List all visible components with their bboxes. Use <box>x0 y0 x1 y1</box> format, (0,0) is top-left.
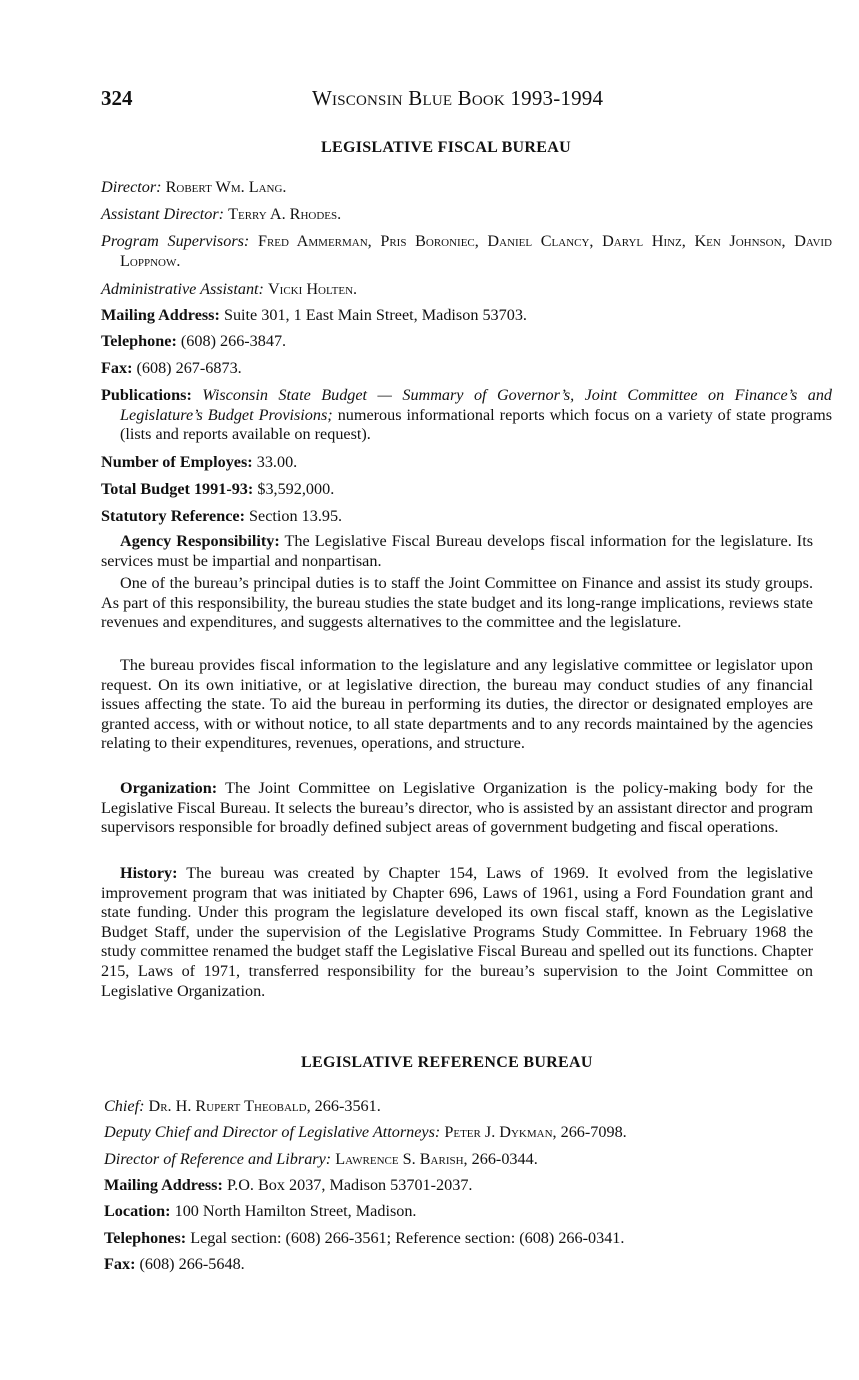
assistant-director-entry <box>101 204 341 224</box>
organization-paragraph <box>101 779 813 838</box>
fiscal-mailing-value: Suite 301, 1 East Main Street, Madison 53703. <box>223 306 527 324</box>
admin-assistant-label: Administrative Assistant: <box>101 280 264 298</box>
statutory-label: Statutory Reference: <box>101 507 245 525</box>
program-supervisors-label: Program Supervisors: <box>101 232 250 250</box>
assistant-director-value: Terry A. Rhodes. <box>228 205 342 223</box>
program-supervisors-entry <box>101 232 832 271</box>
admin-assistant-value: Vicki Holten. <box>267 280 358 298</box>
location-value: 100 North Hamilton Street, Madison. <box>174 1202 417 1220</box>
fiscal-fax-value: (608) 267-6873. <box>136 359 242 377</box>
fiscal-telephone-label: Telephone: <box>101 332 177 350</box>
budget-label: Total Budget 1991-93: <box>101 480 254 498</box>
chief-entry <box>104 1096 381 1116</box>
director-label: Director: <box>101 178 162 196</box>
duties-paragraph: One of the bureau’s principal duties is to staff the Joint Committee on Finance and assist its study groups. As part of this responsibility, the bureau studies the state budget and its long-range implications, reviews state revenues and expenditures, and suggests alternatives to the committee and the legislature. <box>101 574 813 632</box>
employes-label: Number of Employes: <box>101 453 253 471</box>
fiscal-fax-entry <box>101 358 242 378</box>
history-text: The bureau was created by Chapter 154, Laws of 1969. It evolved from the legislative improvement program that was initiated by Chapter 696, Laws of 1961, using a Ford Foundation grant and state funding. Under this program the legislature developed its own fiscal staff, known as the Legislative Budget Staff, under the supervision of the Legislative Programs Study Committee. In February 1968 the study committee renamed the budget staff the Legislative Fiscal Bureau and spelled out its functions. Chapter 215, Laws of 1971, transferred responsibility for the bureau’s supervision to the Joint Committee on Legislative Organization. <box>101 864 813 1000</box>
history-paragraph <box>101 864 813 1001</box>
reference-mailing-value: P.O. Box 2037, Madison 53701-2037. <box>226 1176 473 1194</box>
chief-value: Dr. H. Rupert Theobald, 266-3561. <box>148 1097 381 1115</box>
reference-fax-label: Fax: <box>104 1255 136 1273</box>
fiscal-information-paragraph: The bureau provides fiscal information to the legislature and any legislative committee or legislator upon request. On its own initiative, or at legislative direction, the bureau may conduct studies of any financial issues affecting the state. To aid the bureau in performing its duties, the director or designated employes are granted access, with or without notice, to all state departments and to any records maintained by the agencies relating to their expenditures, revenues, operations, and structure. <box>101 656 813 753</box>
telephones-entry <box>104 1228 624 1248</box>
reference-fax-entry <box>104 1254 245 1274</box>
deputy-chief-entry <box>104 1122 627 1142</box>
running-header: Wisconsin Blue Book 1993-1994 <box>312 86 604 110</box>
agency-responsibility-label: Agency Responsibility: <box>120 532 280 550</box>
statutory-entry <box>101 506 342 526</box>
publications-entry <box>101 386 832 445</box>
agency-responsibility-paragraph <box>101 532 813 571</box>
section-title-fiscal-bureau: LEGISLATIVE FISCAL BUREAU <box>321 139 571 156</box>
program-supervisors-value: Fred Ammerman, Pris Boroniec, Daniel Clancy, Daryl Hinz, Ken Johnson, David Loppnow. <box>120 232 832 270</box>
telephones-label: Telephones: <box>104 1229 187 1247</box>
reference-mailing-label: Mailing Address: <box>104 1176 223 1194</box>
deputy-chief-value: Peter J. Dykman, 266-7098. <box>444 1123 627 1141</box>
reference-mailing-entry <box>104 1175 472 1195</box>
chief-label: Chief: <box>104 1097 145 1115</box>
fiscal-fax-label: Fax: <box>101 359 133 377</box>
agency-responsibility-text: The Legislative Fiscal Bureau develops fiscal information for the legislature. Its services must be impartial and nonpartisan. <box>101 532 813 570</box>
statutory-value: Section 13.95. <box>249 507 343 525</box>
reference-fax-value: (608) 266-5648. <box>139 1255 245 1273</box>
reference-director-value: Lawrence S. Barish, 266-0344. <box>335 1150 538 1168</box>
fiscal-telephone-entry <box>101 331 286 351</box>
organization-text: The Joint Committee on Legislative Organization is the policy-making body for the Legislative Fiscal Bureau. It selects the bureau’s director, who is assisted by an assistant director and program supervisors responsible for broadly defined subject areas of government budgeting and fiscal operations. <box>101 779 813 837</box>
director-entry <box>101 177 286 197</box>
section-title-reference-bureau: LEGISLATIVE REFERENCE BUREAU <box>301 1054 593 1071</box>
fiscal-mailing-entry <box>101 305 527 325</box>
reference-director-entry <box>104 1149 538 1169</box>
telephones-value: Legal section: (608) 266-3561; Reference section: (608) 266-0341. <box>190 1229 625 1247</box>
location-label: Location: <box>104 1202 171 1220</box>
publications-title: Wisconsin State Budget — Summary of Governor’s, Joint Committee on Finance’s and Legislature’s Budget Provisions; <box>120 386 833 424</box>
assistant-director-label: Assistant Director: <box>101 205 225 223</box>
employes-entry <box>101 452 297 472</box>
budget-value: $3,592,000. <box>257 480 335 498</box>
fiscal-telephone-value: (608) 266-3847. <box>180 332 287 350</box>
budget-entry <box>101 479 334 499</box>
fiscal-mailing-label: Mailing Address: <box>101 306 220 324</box>
organization-label: Organization: <box>120 779 218 797</box>
reference-director-label: Director of Reference and Library: <box>104 1150 332 1168</box>
history-label: History: <box>120 864 178 882</box>
publications-description: numerous informational reports which focus on a variety of state programs (lists and reports available on request). <box>120 405 833 444</box>
publications-label: Publications: <box>101 386 192 404</box>
employes-value: 33.00. <box>256 453 298 471</box>
admin-assistant-entry <box>101 279 357 299</box>
director-value: Robert Wm. Lang. <box>165 178 287 196</box>
page-number: 324 <box>101 86 133 110</box>
deputy-chief-label: Deputy Chief and Director of Legislative Attorneys: <box>104 1123 441 1141</box>
location-entry <box>104 1201 416 1221</box>
